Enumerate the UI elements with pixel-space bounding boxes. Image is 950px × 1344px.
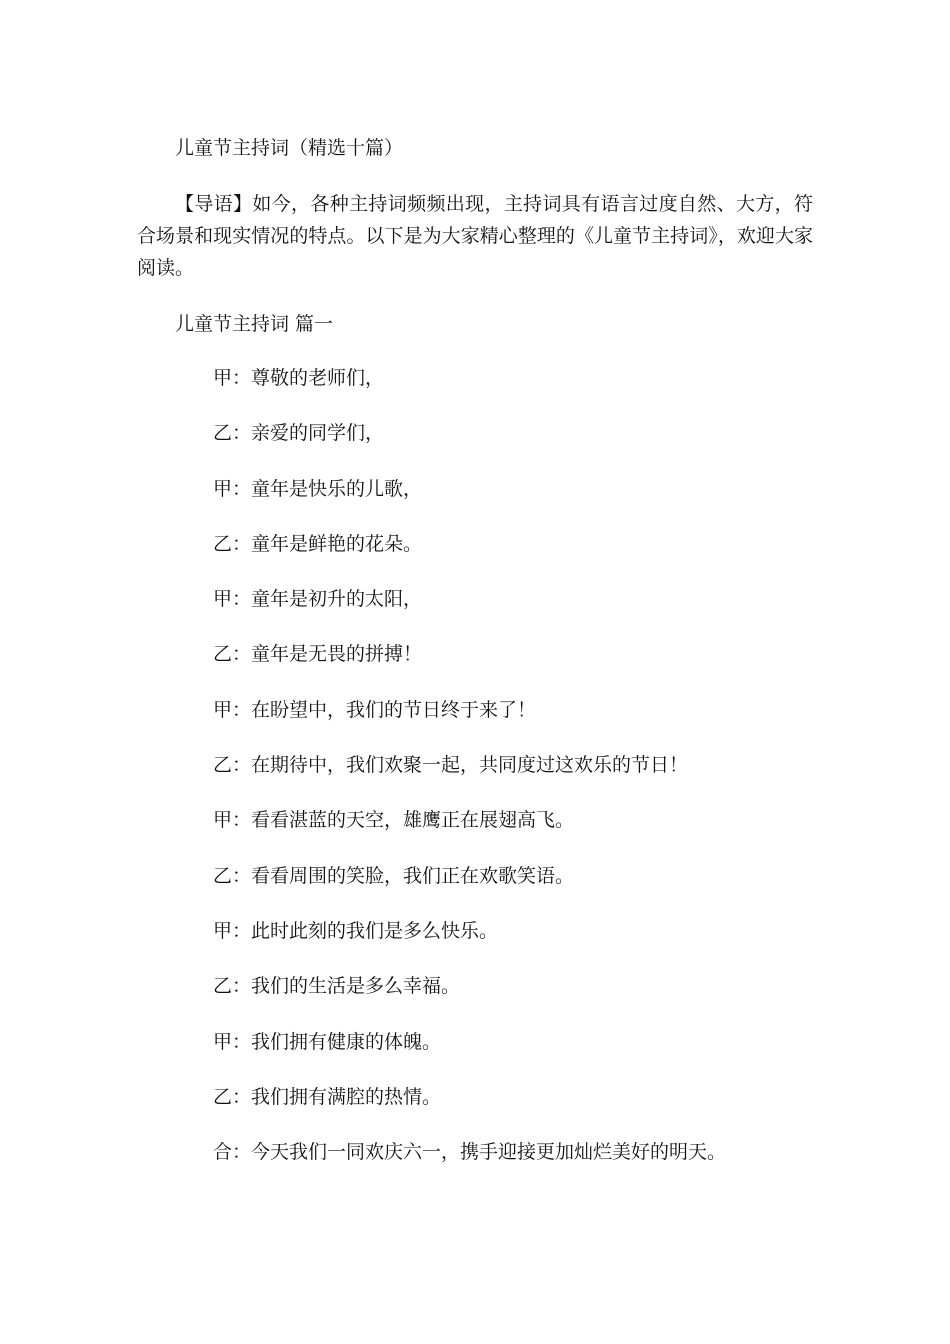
dialogue-line: 甲：我们拥有健康的体魄。 — [213, 1030, 442, 1053]
dialogue-line: 合：今天我们一同欢庆六一，携手迎接更加灿烂美好的明天。 — [213, 1141, 727, 1164]
dialogue-list — [213, 364, 726, 1193]
dialogue-line: 乙：童年是鲜艳的花朵。 — [213, 532, 423, 555]
dialogue-line: 乙：我们拥有满腔的热情。 — [213, 1085, 442, 1108]
dialogue-line: 甲：尊敬的老师们， — [213, 367, 385, 389]
dialogue-line: 乙：看看周围的笑脸，我们正在欢歌笑语。 — [213, 864, 575, 887]
dialogue-line: 乙：童年是无畏的拼搏！ — [213, 643, 423, 666]
dialogue-line: 甲：童年是初升的太阳， — [213, 588, 423, 611]
dialogue-line: 甲：此时此刻的我们是多么快乐。 — [213, 919, 499, 942]
dialogue-line: 甲：童年是快乐的儿歌， — [213, 477, 423, 500]
dialogue-line: 乙：在期待中，我们欢聚一起，共同度过这欢乐的节日！ — [213, 754, 689, 777]
dialogue-line: 甲：在盼望中，我们的节日终于来了！ — [213, 698, 537, 721]
document-title: 儿童节主持词（精选十篇） — [175, 137, 404, 159]
dialogue-line: 甲：看看湛蓝的天空，雄鹰正在展翅高飞。 — [213, 809, 575, 832]
dialogue-line: 乙：我们的生活是多么幸福。 — [213, 975, 461, 998]
intro-paragraph: 【导语】如今，各种主持词频频出现，主持词具有语言过度自然、大方，符合场景和现实情况的特点。以下是为大家精心整理的《儿童节主持词》，欢迎大家阅读。 — [137, 193, 813, 279]
section-title: 儿童节主持词 篇一 — [175, 313, 334, 335]
dialogue-line: 乙：亲爱的同学们， — [213, 422, 385, 445]
